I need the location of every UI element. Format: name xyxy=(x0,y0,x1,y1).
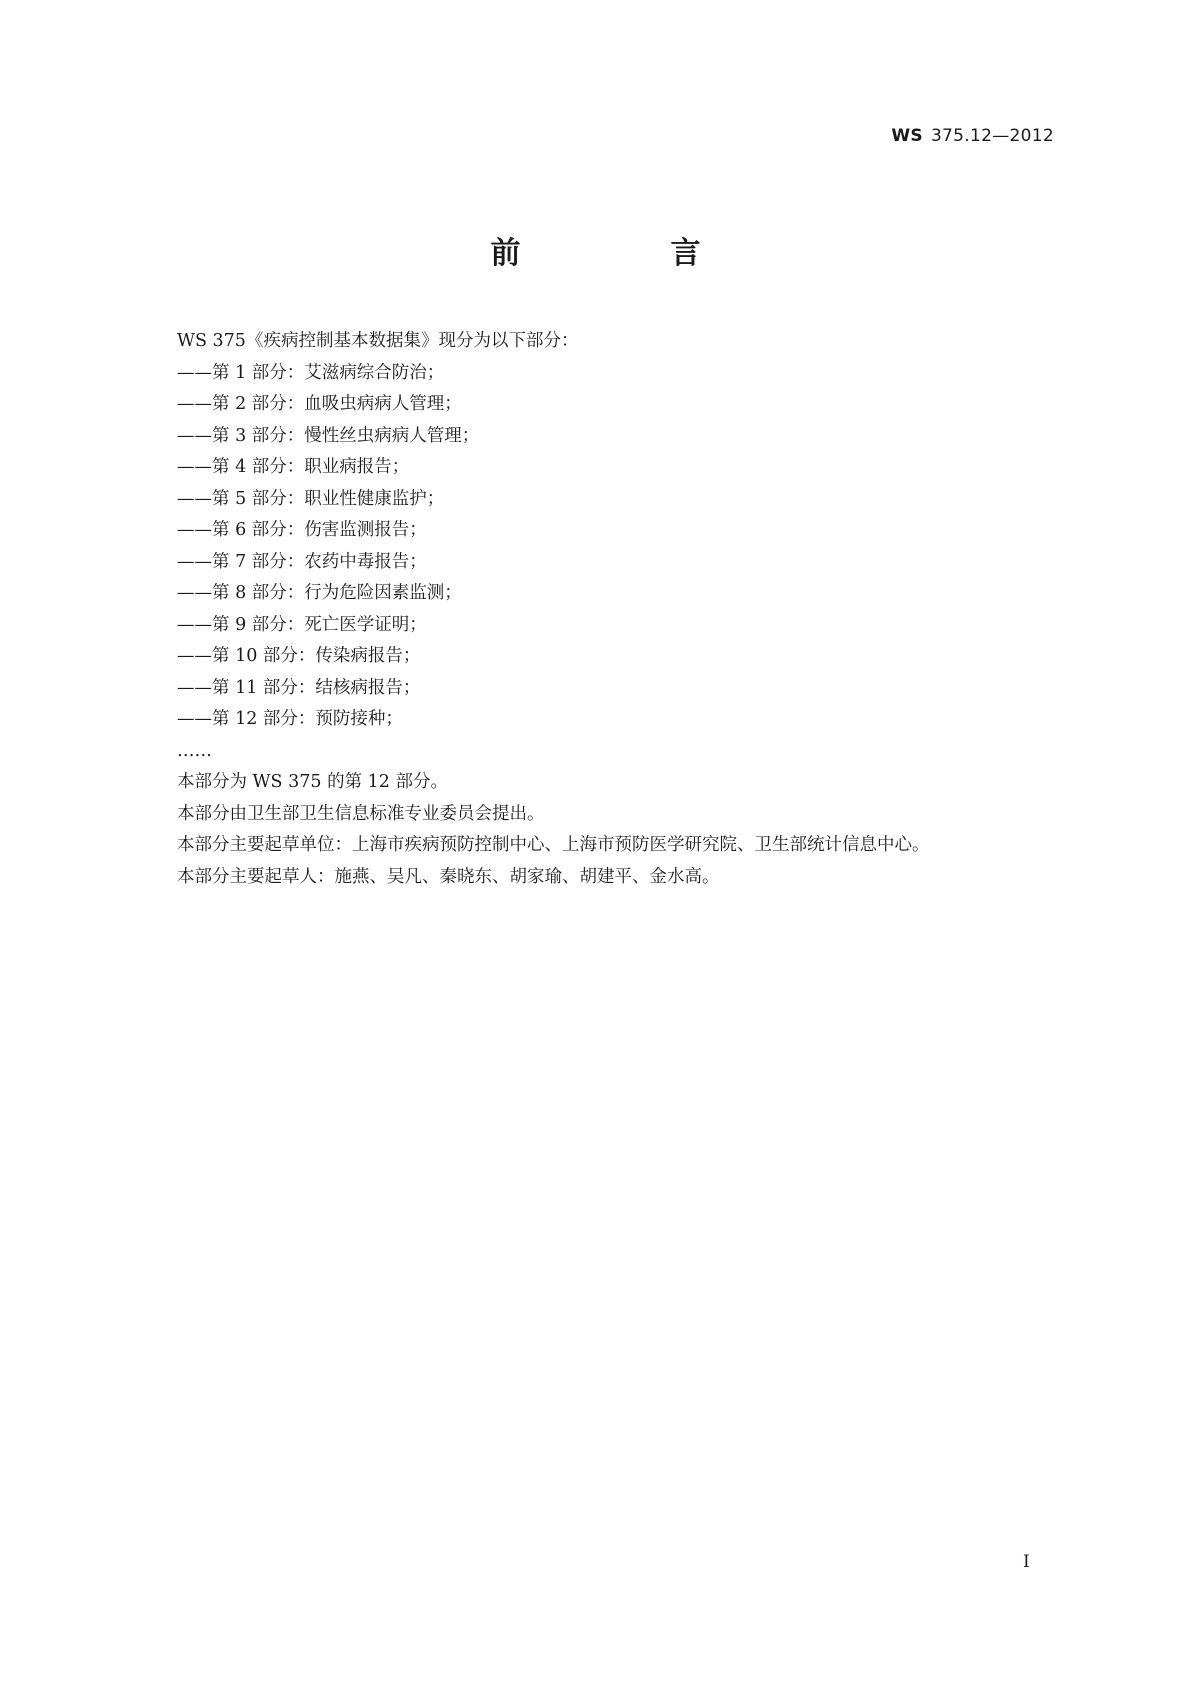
part-item: ——第 7 部分：农药中毒报告； xyxy=(177,551,427,572)
intro-line: WS 375《疾病控制基本数据集》现分为以下部分： xyxy=(177,331,579,351)
standard-code xyxy=(891,126,1054,146)
part-item: ——第 10 部分：传染病报告； xyxy=(177,646,421,666)
part-item: ——第 1 部分：艾滋病综合防治； xyxy=(177,362,445,383)
statement-line: 本部分主要起草单位：上海市疾病预防控制中心、上海市预防医学研究院、卫生部统计信息中心。 xyxy=(177,835,930,855)
page-title: 前 言 xyxy=(490,236,761,271)
part-item: ——第 8 部分：行为危险因素监测； xyxy=(177,583,462,603)
ellipsis: …… xyxy=(177,740,212,761)
part-item: ——第 3 部分：慢性丝虫病病人管理； xyxy=(177,425,480,446)
part-item: ——第 9 部分：死亡医学证明； xyxy=(177,614,427,635)
standard-prefix: WS xyxy=(891,126,923,146)
foreword-body xyxy=(177,326,1057,893)
standard-number: 375.12—2012 xyxy=(930,126,1054,146)
part-item: ——第 5 部分：职业性健康监护； xyxy=(177,488,445,509)
page-number: I xyxy=(1023,1552,1030,1572)
statement-line: 本部分为 WS 375 的第 12 部分。 xyxy=(177,772,448,792)
part-item: ——第 6 部分：伤害监测报告； xyxy=(177,520,427,540)
part-item: ——第 12 部分：预防接种； xyxy=(177,709,403,729)
part-item: ——第 2 部分：血吸虫病病人管理； xyxy=(177,394,462,414)
statement-line: 本部分主要起草人：施燕、吴凡、秦晓东、胡家瑜、胡建平、金水高。 xyxy=(177,866,720,887)
statement-line: 本部分由卫生部卫生信息标准专业委员会提出。 xyxy=(177,803,545,824)
part-item: ——第 11 部分：结核病报告； xyxy=(177,677,421,698)
part-item: ——第 4 部分：职业病报告； xyxy=(177,457,410,477)
